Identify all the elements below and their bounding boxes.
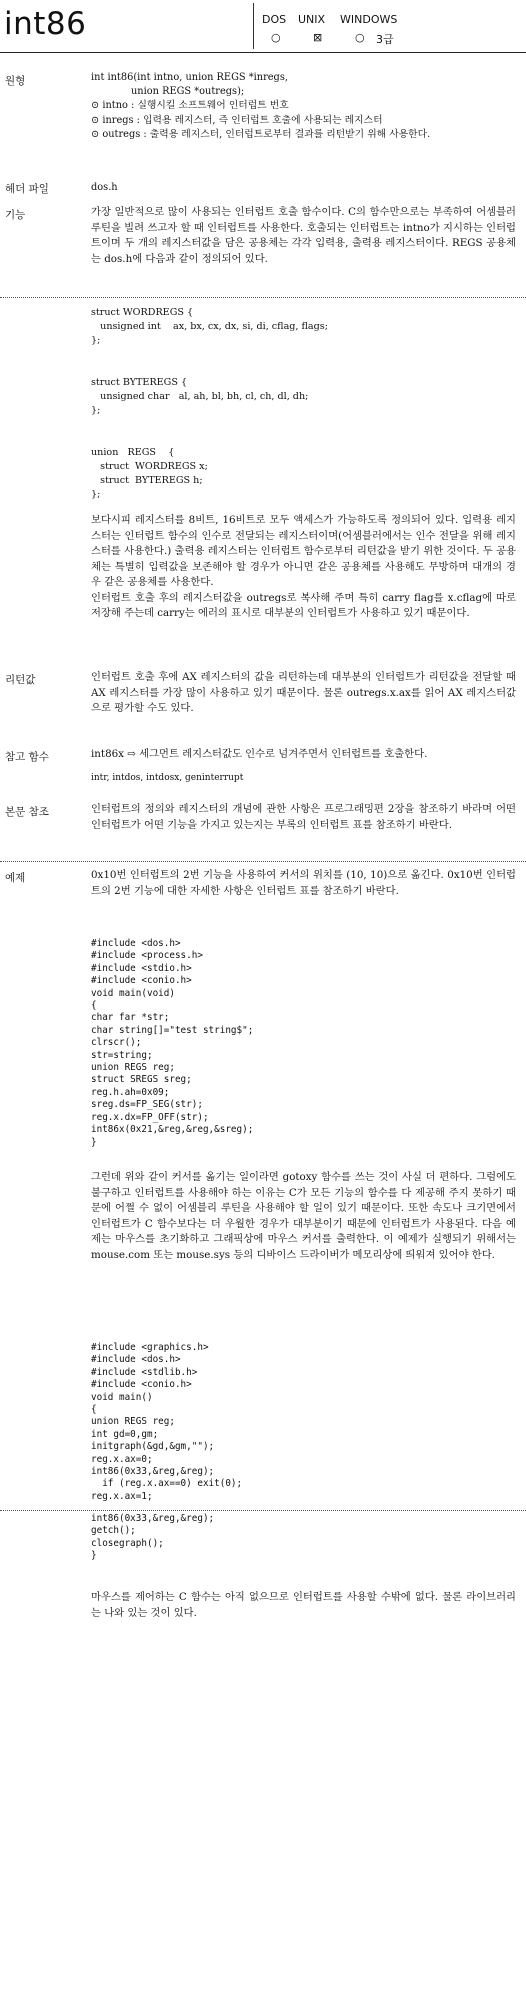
- header-file-value: dos.h: [91, 182, 118, 193]
- example-paragraph: 그런데 위와 같이 커서를 옮기는 일이라면 gotoxy 함수를 쓰는 것이 사실 더 편하다. 그럼에도 불구하고 인터럽트를 사용해야 하는 이유는 C가 모든 기능의 함수를 다 제공해 주지 못하기 때문에 어쩔 수 없이 어셈블리 루틴을 사용해야 할 일이 있기 때문이다. 또한 속도나 크기면에서 인터럽트가 C 함수보다는 더 우월한 경우가 대부분이기 때문에 인터럽트가 사용된다. 다음 예제는 마우스를 초기화하고 그래픽상에 마우스 커서를 출력한다. 이 예제가 실행되기 위해서는 mouse.com 또는 mouse.sys 등의 디바이스 드라이버가 메모리상에 띄워져 있어야 한다.: [91, 1171, 516, 1261]
- signature-line-2: union REGS *outregs);: [131, 86, 245, 98]
- page-divider-3: [0, 1510, 526, 1511]
- example-closing: 마우스를 제어하는 C 함수는 아직 없으므로 인터럽트를 사용할 수밖에 없다. 물론 라이브러리는 나와 있는 것이 있다.: [91, 1591, 516, 1619]
- function-label: 기능: [5, 209, 26, 221]
- prototype-label: 원형: [5, 75, 26, 87]
- platform-dos: DOS: [262, 13, 287, 26]
- example-code-2a: #include <graphics.h> #include <dos.h> #include <stdlib.h> #include <conio.h> void main() { union REGS reg; int gd=0,gm; initgraph(&gd,&gm,""); reg.x.ax=0; int86(0x33,&reg,&reg); if (reg.x.ax==0) exit(0); reg.x.ax=1;: [91, 1342, 243, 1502]
- page-divider-2: [0, 861, 526, 862]
- example-intro: 0x10번 인터럽트의 2번 기능을 사용하여 커서의 위치를 (10, 10)으로 옮긴다. 0x10번 인터럽트의 2번 기능에 대한 자세한 사항은 인터럽트 표를 참조하기 바란다.: [91, 869, 516, 897]
- function-title: int86: [4, 6, 87, 42]
- header-file-label: 헤더 파일: [5, 183, 49, 195]
- text-reference-label: 본문 참조: [5, 806, 49, 818]
- return-value-label: 리턴값: [5, 674, 36, 686]
- return-value-text: 인터럽트 호출 후에 AX 레지스터의 값을 리턴하는데 대부분의 인터럽트가 리턴값을 전달할 때 AX 레지스터를 가장 많이 사용하고 있기 때문이다. 물론 outregs.x.ax를 읽어 AX 레지스터값으로 평가할 수도 있다.: [91, 671, 516, 714]
- page-header: [0, 0, 526, 52]
- header-rule: [0, 52, 526, 53]
- reference-section: [91, 747, 516, 786]
- param-intno: ⊙ intno : 실행시킬 소프트웨어 인터럽트 번호: [91, 100, 289, 112]
- reference-label: 참고 함수: [5, 751, 49, 763]
- example-code-2b: int86(0x33,&reg,&reg); getch(); closegraph(); }: [91, 1513, 215, 1562]
- page-divider-1: [0, 297, 526, 298]
- prototype-section: [91, 71, 516, 142]
- function-paragraph-2: [91, 513, 516, 622]
- reference-list: intr, intdos, intdosx, geninterrupt: [91, 772, 244, 783]
- example-label: 예제: [5, 872, 26, 884]
- signature-line-1: int int86(int intno, union REGS *inregs,: [91, 72, 288, 83]
- mark-windows: ○: [355, 31, 365, 44]
- regs-struct-code: struct WORDREGS { unsigned int ax, bx, cx, dx, si, di, cflag, flags; }; struct BYTEREGS { unsigned char al, ah, bl, bh, cl, ch, dl, dh; }; union REGS { struct WORDREGS x; struct BYTEREGS h; };: [91, 307, 328, 500]
- reference-int86x: int86x ⇨ 세그먼트 레지스터값도 인수로 넘겨주면서 인터럽트를 호출한다.: [91, 748, 428, 760]
- registers-explanation: 보다시피 레지스터를 8비트, 16비트로 모두 액세스가 가능하도록 정의되어 있다. 입력용 레지스터는 인터럽트 함수의 인수로 전달되는 레지스터이며(어셈블러에서는 인수 전달을 위해 레지스터를 사용한다.) 출력용 레지스터는 인터럽트 함수로부터 리턴값을 받기 위한 것이다. 두 공용체는 특별히 입력값을 보존해야 할 경우가 아니면 같은 공용체를 사용해도 무방하며 대개의 경우 같은 공용체를 사용한다.: [91, 514, 516, 588]
- mark-unix: ⊠: [313, 31, 323, 44]
- platform-windows: WINDOWS: [340, 13, 398, 26]
- header-divider: [253, 3, 254, 49]
- example-code-1: #include <dos.h> #include <process.h> #include <stdio.h> #include <conio.h> void main(void) { char far *str; char string[]="test string$"; clrscr(); str=string; union REGS reg; struct SREGS sreg; reg.h.ah=0x09; sreg.ds=FP_SEG(str); reg.x.dx=FP_OFF(str); int86x(0x21,&reg,&reg,&sreg); }: [91, 938, 254, 1148]
- text-reference-text: 인터럽트의 정의와 레지스터의 개념에 관한 사항은 프로그래밍편 2장을 참조하기 바라며 어떤 인터럽트가 어떤 기능을 가지고 있는지는 부록의 인터럽트 표를 참조하기 바란다.: [91, 803, 516, 831]
- function-paragraph-1: 가장 일반적으로 많이 사용되는 인터럽트 호출 함수이다. C의 함수만으로는 부족하여 어셈블러 루틴을 빌려 쓰고자 할 때 인터럽트를 사용한다. 호출되는 인터럽트는 intno가 지시하는 인터럽트이며 두 개의 레지스터값을 담은 공용체는 각각 입력용, 출력용 레지스터이다. REGS 공용체는 dos.h에 다음과 같이 정의되어 있다.: [91, 206, 516, 265]
- carry-explanation: 인터럽트 호출 후의 레지스터값을 outregs로 복사해 주며 특히 carry flag를 x.cflag에 따로 저장해 주는데 carry는 에러의 표시로 대부분의 인터럽트가 사용하고 있기 때문이다.: [91, 591, 516, 619]
- param-inregs: ⊙ inregs : 입력용 레지스터, 즉 인터럽트 호출에 사용되는 레지스터: [91, 114, 383, 126]
- mark-dos: ○: [271, 31, 281, 44]
- param-outregs: ⊙ outregs : 출력용 레지스터, 인터럽트로부터 결과를 리턴받기 위해 사용한다.: [91, 128, 431, 140]
- grade-badge: 3급: [376, 33, 394, 46]
- platform-unix: UNIX: [298, 13, 326, 26]
